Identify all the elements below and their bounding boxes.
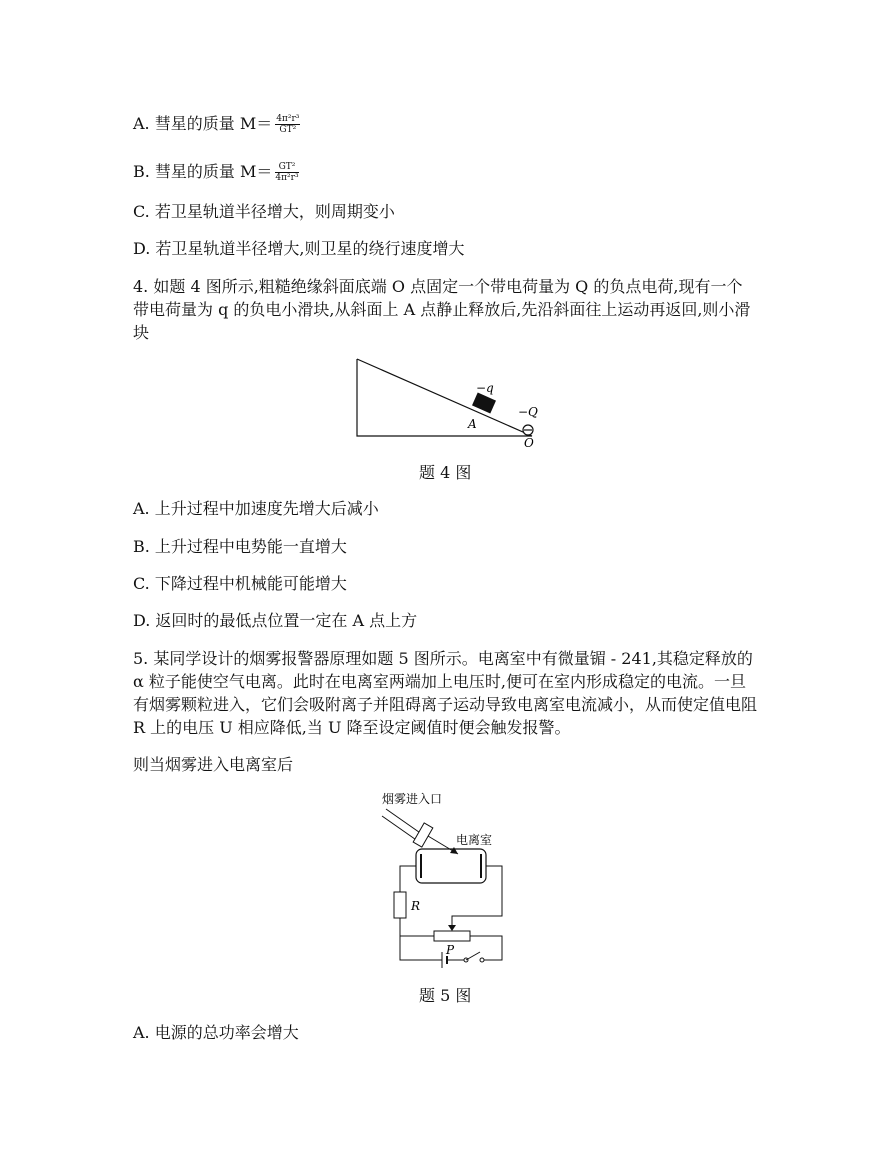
fraction-numerator: GT² bbox=[275, 162, 298, 173]
q3-option-b bbox=[133, 162, 299, 183]
q3-option-c: C. 若卫星轨道半径增大，则周期变小 bbox=[133, 202, 395, 221]
q5-stem-continued: 则当烟雾进入电离室后 bbox=[133, 755, 294, 774]
q4-caption: 题 4 图 bbox=[419, 463, 472, 482]
point-o-label: O bbox=[524, 436, 534, 448]
q3-option-b-prefix: B. 彗星的质量 M＝ bbox=[133, 162, 273, 181]
q4-option-b: B. 上升过程中电势能一直增大 bbox=[133, 537, 347, 556]
q5-option-a: A. 电源的总功率会增大 bbox=[133, 1023, 299, 1042]
wire-right bbox=[452, 866, 502, 927]
inlet-label: 烟雾进入口 bbox=[382, 792, 443, 806]
fraction bbox=[275, 114, 300, 135]
q4-figure bbox=[352, 356, 542, 448]
fraction-denominator: GT² bbox=[279, 125, 297, 135]
slider-arrow-icon bbox=[448, 925, 456, 931]
q4-option-a: A. 上升过程中加速度先增大后减小 bbox=[133, 499, 379, 518]
block-label: −q bbox=[476, 381, 494, 395]
fraction bbox=[275, 162, 298, 183]
q5-caption: 题 5 图 bbox=[419, 986, 472, 1005]
resistor-r bbox=[394, 892, 406, 918]
slider-label: P bbox=[446, 943, 455, 957]
fraction-numerator: 4π²r³ bbox=[276, 114, 300, 124]
inlet-nozzle bbox=[413, 823, 433, 847]
q4-option-d: D. 返回时的最低点位置一定在 A 点上方 bbox=[133, 611, 418, 630]
q5-figure bbox=[378, 792, 518, 970]
q4-option-c: C. 下降过程中机械能可能增大 bbox=[133, 574, 347, 593]
wire-left bbox=[400, 866, 416, 892]
q3-option-a bbox=[133, 114, 300, 135]
chamber-label: 电离室 bbox=[456, 833, 493, 847]
wire-right-lower bbox=[470, 936, 502, 960]
resistor-label: R bbox=[411, 899, 421, 913]
point-a-label: A bbox=[468, 417, 477, 431]
incline-outline bbox=[357, 359, 532, 436]
q5-stem: 5. 某同学设计的烟雾报警器原理如题 5 图所示。电离室中有微量镅 - 241,其稳定释放的 α 粒子能使空气电离。此时在电离室两端加上电压时,便可在室内形成稳定的电流。一旦有烟雾颗粒进入，它们会吸附离子并阻碍离子运动导致电离室电流减小，从而使定值电阻 R 上的电压 U 相应降低,当 U 降至设定阈值时便会触发报警。 bbox=[133, 649, 758, 737]
rheostat bbox=[434, 931, 470, 941]
switch-contact bbox=[480, 958, 484, 962]
q3-option-a-prefix: A. 彗星的质量 M＝ bbox=[133, 114, 273, 133]
q4-stem: 4. 如题 4 图所示,粗糙绝缘斜面底端 O 点固定一个带电荷量为 Q 的负点电荷,现有一个带电荷量为 q 的负电小滑块,从斜面上 A 点静止释放后,先沿斜面往上运动再返回,则小滑块 bbox=[133, 277, 751, 342]
charge-label: −Q bbox=[518, 405, 538, 419]
slider-block bbox=[472, 393, 496, 414]
ionization-chamber bbox=[416, 849, 486, 883]
q3-option-d: D. 若卫星轨道半径增大,则卫星的绕行速度增大 bbox=[133, 239, 465, 258]
switch-lever bbox=[466, 952, 480, 960]
fraction-denominator: 4π²r³ bbox=[275, 173, 299, 183]
